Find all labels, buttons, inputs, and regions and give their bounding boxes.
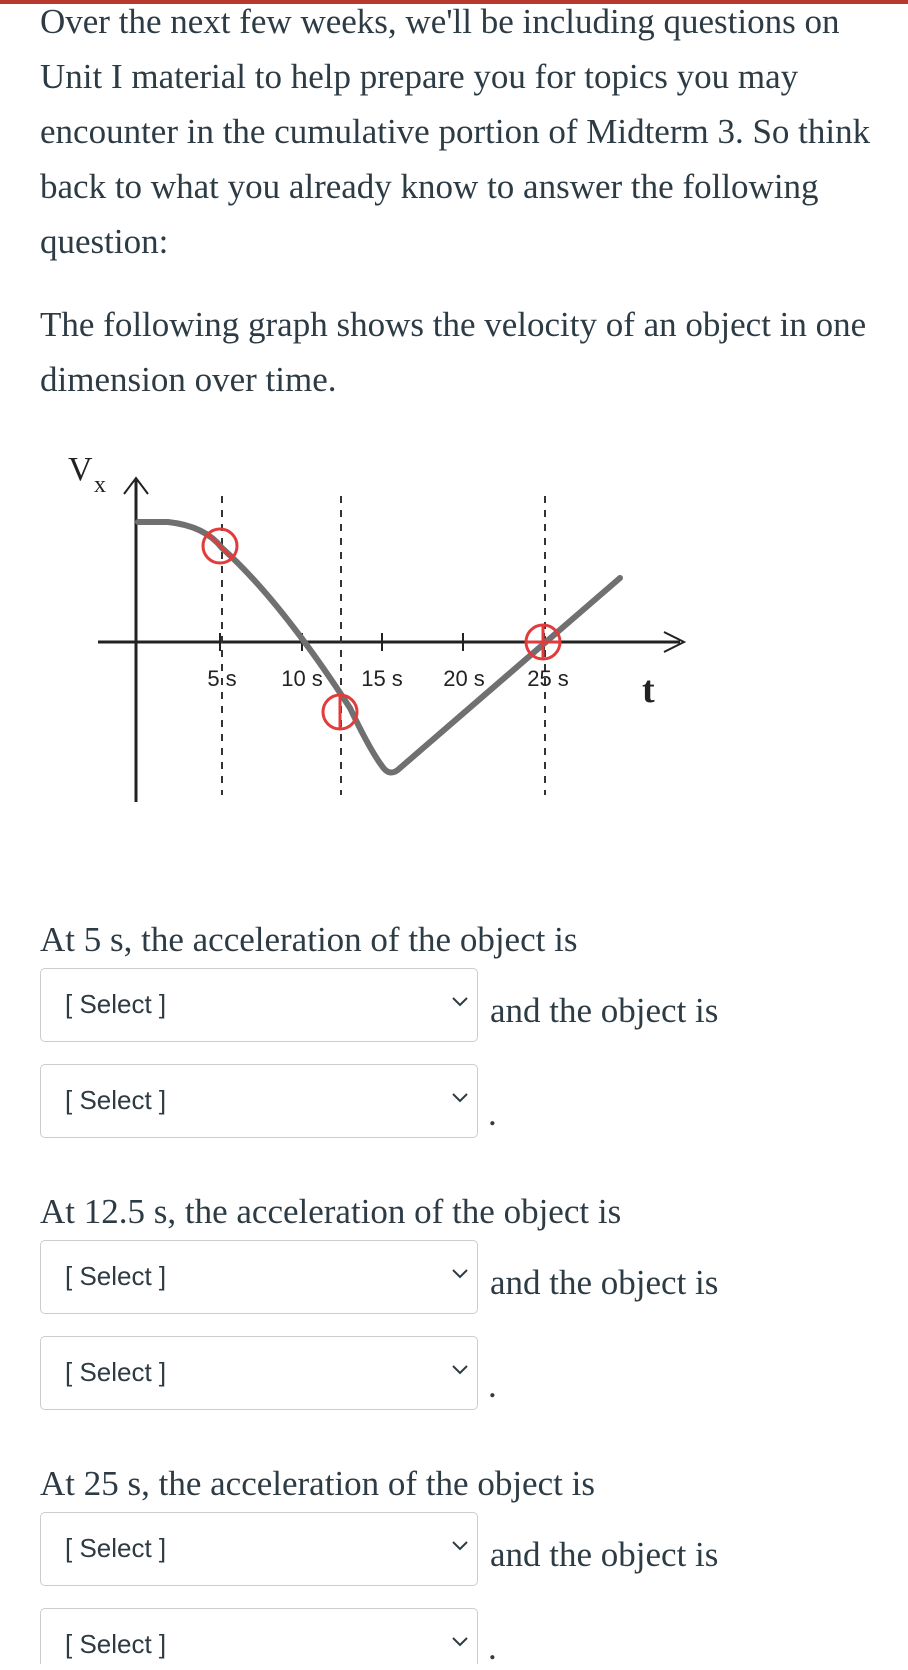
x-axis-label: t: [642, 669, 655, 711]
q1-motion-select-value: [ Select ]: [65, 1085, 167, 1115]
chevron-down-icon: [451, 1363, 469, 1377]
chevron-down-icon: [451, 1091, 469, 1105]
q2-motion-select[interactable]: [40, 1336, 478, 1410]
q2-acceleration-select[interactable]: [40, 1240, 478, 1314]
chevron-down-icon: [451, 1539, 469, 1553]
chevron-down-icon: [451, 1635, 469, 1649]
tick-label-10s: 10 s: [281, 666, 323, 691]
y-axis-label: V: [68, 451, 93, 488]
tick-label-20s: 20 s: [443, 666, 485, 691]
q1-motion-select[interactable]: [40, 1064, 478, 1138]
q3-connector-text: and the object is: [490, 1535, 719, 1574]
question-1-prompt: At 5 s, the acceleration of the object is: [40, 920, 578, 959]
dashed-guides: [222, 496, 545, 795]
q3-motion-select[interactable]: [40, 1608, 478, 1664]
q2-connector-text: and the object is: [490, 1263, 719, 1302]
q3-motion-select-value: [ Select ]: [65, 1629, 167, 1659]
q2-motion-select-value: [ Select ]: [65, 1357, 167, 1387]
intro-paragraph: Over the next few weeks, we'll be including questions on Unit I material to help prepare you for topics you may encounter in the cumulative portion of Midterm 3. So think back to what you already know to answer the following question:: [40, 2, 871, 261]
q1-end-period: .: [488, 1094, 497, 1133]
q2-acceleration-select-value: [ Select ]: [65, 1261, 167, 1291]
tick-label-25s: 25 s: [527, 666, 569, 691]
graph-description: The following graph shows the velocity of an object in one dimension over time.: [40, 305, 867, 399]
q3-end-period: .: [488, 1628, 497, 1667]
q2-end-period: .: [488, 1366, 497, 1405]
q1-acceleration-select[interactable]: [40, 968, 478, 1042]
question-2-prompt: At 12.5 s, the acceleration of the object is: [40, 1192, 622, 1231]
tick-label-5s: 5 s: [207, 666, 237, 691]
q1-acceleration-select-value: [ Select ]: [65, 989, 167, 1019]
q3-acceleration-select-value: [ Select ]: [65, 1533, 167, 1563]
y-axis-subscript: x: [94, 472, 106, 498]
velocity-time-graph: [60, 450, 700, 860]
chevron-down-icon: [451, 995, 469, 1009]
question-3-prompt: At 25 s, the acceleration of the object is: [40, 1464, 595, 1503]
chevron-down-icon: [451, 1267, 469, 1281]
tick-label-15s: 15 s: [361, 666, 403, 691]
q3-acceleration-select[interactable]: [40, 1512, 478, 1586]
red-markers: [203, 529, 560, 729]
q1-connector-text: and the object is: [490, 991, 719, 1030]
